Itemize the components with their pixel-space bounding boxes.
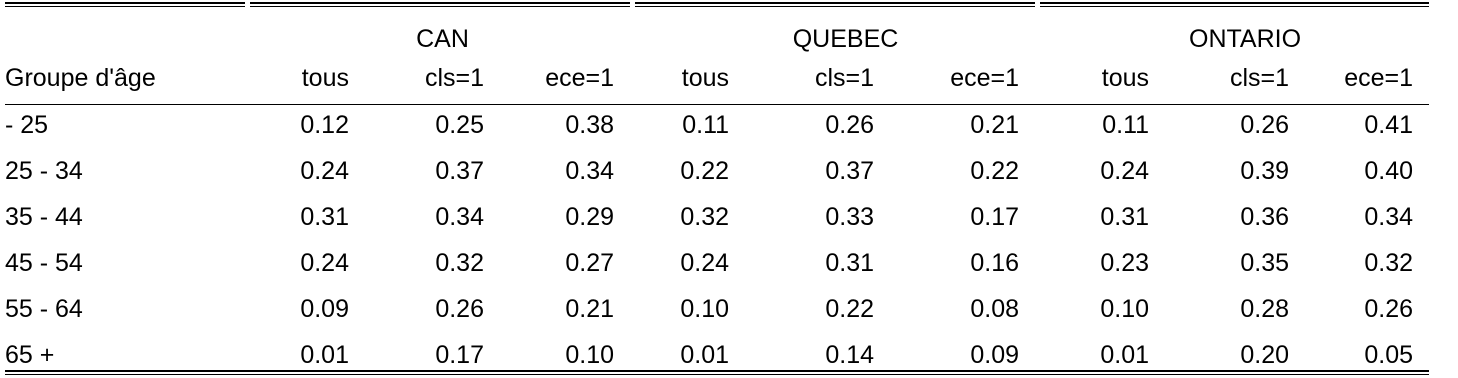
table-cell: 0.32	[435, 248, 484, 277]
table-cell: 0.01	[680, 340, 730, 369]
table-cell: 0.34	[1364, 202, 1414, 231]
table-cell: 0.20	[1240, 340, 1290, 369]
table-cell: 0.36	[1240, 202, 1290, 231]
table-cell: 0.10	[565, 340, 615, 369]
column-header: cls=1	[424, 63, 484, 92]
table-cell: 0.37	[435, 156, 484, 185]
table-cell: 0.40	[1364, 156, 1414, 185]
table-cell: 0.37	[825, 156, 875, 185]
table-row	[5, 194, 1429, 240]
table-cell: 0.22	[970, 156, 1020, 185]
table-cell: 0.41	[1364, 110, 1414, 139]
table-cell: 0.39	[1240, 156, 1290, 185]
column-header: ece=1	[545, 63, 615, 92]
table-cell: 0.28	[1240, 294, 1290, 323]
column-header: tous	[301, 63, 349, 92]
empty-corner	[5, 0, 245, 54]
table-cell: 0.17	[970, 202, 1020, 231]
column-header: ece=1	[950, 63, 1020, 92]
row-label: - 25	[5, 110, 49, 139]
table-cell: 0.31	[1100, 202, 1150, 231]
table-row	[5, 148, 1429, 194]
table-cell: 0.27	[565, 248, 615, 277]
column-header: ece=1	[1344, 63, 1414, 92]
age-group-table	[5, 0, 1429, 378]
table-cell: 0.31	[825, 248, 875, 277]
table-cell: 0.25	[435, 110, 484, 139]
region-header-ontario: ONTARIO	[1189, 25, 1302, 53]
table-cell: 0.35	[1240, 248, 1290, 277]
bottom-rule-inner	[5, 374, 1429, 375]
table-cell: 0.11	[682, 110, 730, 139]
region-header-quebec: QUEBEC	[792, 25, 899, 53]
column-header: cls=1	[814, 63, 875, 92]
table-cell: 0.23	[1100, 248, 1150, 277]
bottom-rule	[5, 370, 1429, 372]
table-cell: 0.21	[970, 110, 1020, 139]
table-cell: 0.14	[825, 340, 875, 369]
table-row	[5, 102, 1429, 148]
table-cell: 0.09	[300, 294, 349, 323]
table-cell: 0.21	[565, 294, 615, 323]
table-cell: 0.26	[1364, 294, 1414, 323]
table-cell: 0.05	[1364, 340, 1414, 369]
table-cell: 0.11	[1102, 110, 1150, 139]
table-cell: 0.16	[970, 248, 1020, 277]
table-row	[5, 240, 1429, 286]
table-cell: 0.26	[1240, 110, 1290, 139]
row-header-label: Groupe d'âge	[5, 63, 156, 92]
table-cell: 0.26	[825, 110, 875, 139]
region-header-row	[5, 0, 1429, 54]
region-header-can: CAN	[416, 25, 469, 53]
row-label: 25 - 34	[5, 156, 83, 185]
column-header: tous	[681, 63, 730, 92]
row-label: 45 - 54	[5, 248, 83, 277]
table-cell: 0.10	[1100, 294, 1150, 323]
table-cell: 0.26	[435, 294, 484, 323]
table-cell: 0.24	[300, 156, 349, 185]
table-cell: 0.32	[1364, 248, 1414, 277]
table-cell: 0.01	[300, 340, 349, 369]
data-table	[5, 0, 1429, 378]
table-cell: 0.24	[1100, 156, 1150, 185]
table-cell: 0.09	[970, 340, 1020, 369]
table-cell: 0.01	[1100, 340, 1150, 369]
table-cell: 0.32	[680, 202, 730, 231]
row-label: 35 - 44	[5, 202, 83, 231]
header-rule	[5, 104, 1429, 105]
table-cell: 0.22	[680, 156, 730, 185]
row-label: 55 - 64	[5, 294, 83, 323]
table-cell: 0.08	[970, 294, 1020, 323]
table-cell: 0.31	[300, 202, 349, 231]
table-cell: 0.17	[435, 340, 484, 369]
column-header: cls=1	[1229, 63, 1290, 92]
table-cell: 0.38	[565, 110, 615, 139]
table-cell: 0.22	[825, 294, 875, 323]
table-cell: 0.12	[300, 110, 349, 139]
column-header-row	[5, 54, 1429, 102]
table-cell: 0.10	[680, 294, 730, 323]
table-cell: 0.29	[565, 202, 615, 231]
table-cell: 0.33	[825, 202, 875, 231]
row-label: 65 +	[5, 340, 55, 369]
table-cell: 0.34	[565, 156, 615, 185]
table-cell: 0.24	[300, 248, 349, 277]
table-cell: 0.34	[435, 202, 484, 231]
table-row	[5, 286, 1429, 332]
column-header: tous	[1101, 63, 1150, 92]
table-cell: 0.24	[680, 248, 730, 277]
